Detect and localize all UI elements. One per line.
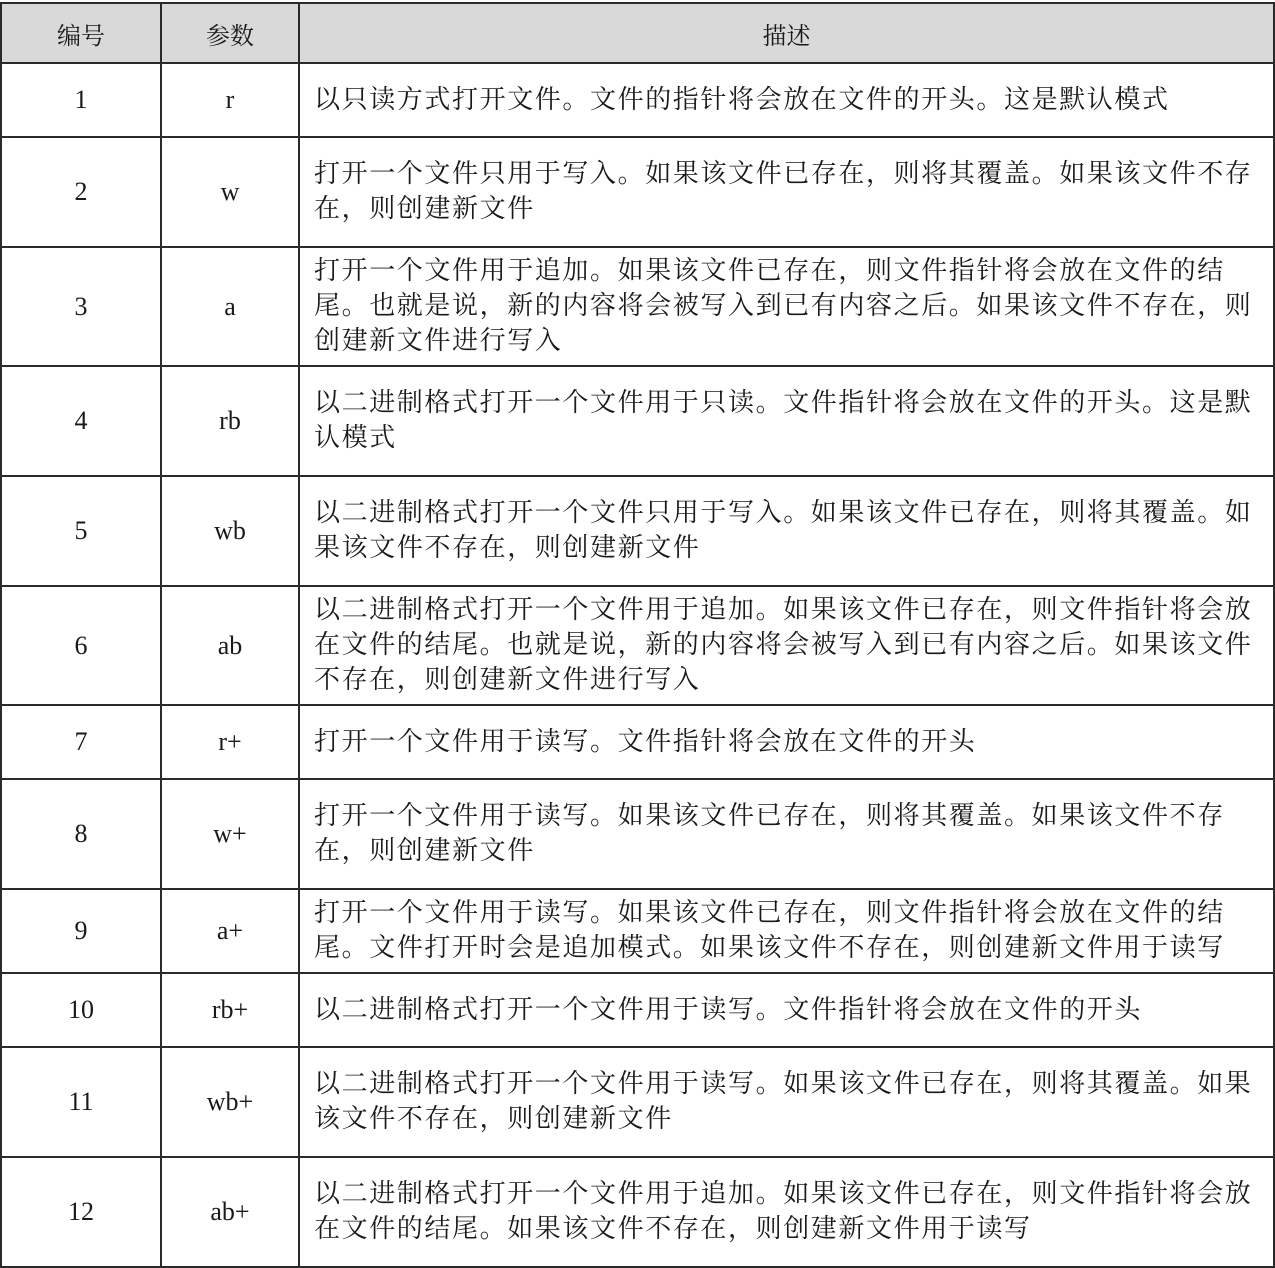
row-description: 打开一个文件只用于写入。如果该文件已存在，则将其覆盖。如果该文件不存在，则创建新文件 bbox=[299, 137, 1274, 247]
row-parameter: r bbox=[161, 63, 299, 137]
row-parameter: ab+ bbox=[161, 1157, 299, 1267]
row-parameter: ab bbox=[161, 586, 299, 705]
row-parameter: a bbox=[161, 247, 299, 366]
header-row bbox=[1, 3, 1274, 63]
row-number: 3 bbox=[1, 247, 161, 366]
table-body bbox=[1, 63, 1274, 1267]
row-description: 打开一个文件用于追加。如果该文件已存在，则文件指针将会放在文件的结尾。也就是说，新的内容将会被写入到已有内容之后。如果该文件不存在，则创建新文件进行写入 bbox=[299, 247, 1274, 366]
row-number: 11 bbox=[1, 1047, 161, 1157]
row-number: 4 bbox=[1, 366, 161, 476]
row-parameter: wb+ bbox=[161, 1047, 299, 1157]
row-parameter: w+ bbox=[161, 779, 299, 889]
table-row bbox=[1, 1157, 1274, 1267]
row-parameter: a+ bbox=[161, 889, 299, 973]
row-description: 以二进制格式打开一个文件只用于写入。如果该文件已存在，则将其覆盖。如果该文件不存在，则创建新文件 bbox=[299, 476, 1274, 586]
row-description: 以二进制格式打开一个文件用于读写。如果该文件已存在，则将其覆盖。如果该文件不存在，则创建新文件 bbox=[299, 1047, 1274, 1157]
row-parameter: rb+ bbox=[161, 973, 299, 1047]
table-row bbox=[1, 1047, 1274, 1157]
row-description: 以二进制格式打开一个文件用于追加。如果该文件已存在，则文件指针将会放在文件的结尾。也就是说，新的内容将会被写入到已有内容之后。如果该文件不存在，则创建新文件进行写入 bbox=[299, 586, 1274, 705]
table-row bbox=[1, 889, 1274, 973]
table-row bbox=[1, 63, 1274, 137]
table-row bbox=[1, 366, 1274, 476]
row-number: 9 bbox=[1, 889, 161, 973]
row-number: 2 bbox=[1, 137, 161, 247]
row-description: 以二进制格式打开一个文件用于读写。文件指针将会放在文件的开头 bbox=[299, 973, 1274, 1047]
row-description: 打开一个文件用于读写。如果该文件已存在，则将其覆盖。如果该文件不存在，则创建新文件 bbox=[299, 779, 1274, 889]
table-row bbox=[1, 137, 1274, 247]
row-parameter: wb bbox=[161, 476, 299, 586]
row-number: 6 bbox=[1, 586, 161, 705]
row-number: 5 bbox=[1, 476, 161, 586]
row-description: 以只读方式打开文件。文件的指针将会放在文件的开头。这是默认模式 bbox=[299, 63, 1274, 137]
row-description: 打开一个文件用于读写。文件指针将会放在文件的开头 bbox=[299, 705, 1274, 779]
row-number: 7 bbox=[1, 705, 161, 779]
row-description: 打开一个文件用于读写。如果该文件已存在，则文件指针将会放在文件的结尾。文件打开时会是追加模式。如果该文件不存在，则创建新文件用于读写 bbox=[299, 889, 1274, 973]
table-row bbox=[1, 705, 1274, 779]
header-description: 描述 bbox=[299, 3, 1274, 63]
table-row bbox=[1, 476, 1274, 586]
row-parameter: rb bbox=[161, 366, 299, 476]
row-number: 12 bbox=[1, 1157, 161, 1267]
row-parameter: r+ bbox=[161, 705, 299, 779]
header-number: 编号 bbox=[1, 3, 161, 63]
header-parameter: 参数 bbox=[161, 3, 299, 63]
row-parameter: w bbox=[161, 137, 299, 247]
table-row bbox=[1, 973, 1274, 1047]
row-description: 以二进制格式打开一个文件用于追加。如果该文件已存在，则文件指针将会放在文件的结尾。如果该文件不存在，则创建新文件用于读写 bbox=[299, 1157, 1274, 1267]
file-mode-table bbox=[0, 2, 1275, 1268]
row-number: 10 bbox=[1, 973, 161, 1047]
table-row bbox=[1, 586, 1274, 705]
table-row bbox=[1, 247, 1274, 366]
row-number: 8 bbox=[1, 779, 161, 889]
table-header bbox=[1, 3, 1274, 63]
table-row bbox=[1, 779, 1274, 889]
row-number: 1 bbox=[1, 63, 161, 137]
row-description: 以二进制格式打开一个文件用于只读。文件指针将会放在文件的开头。这是默认模式 bbox=[299, 366, 1274, 476]
